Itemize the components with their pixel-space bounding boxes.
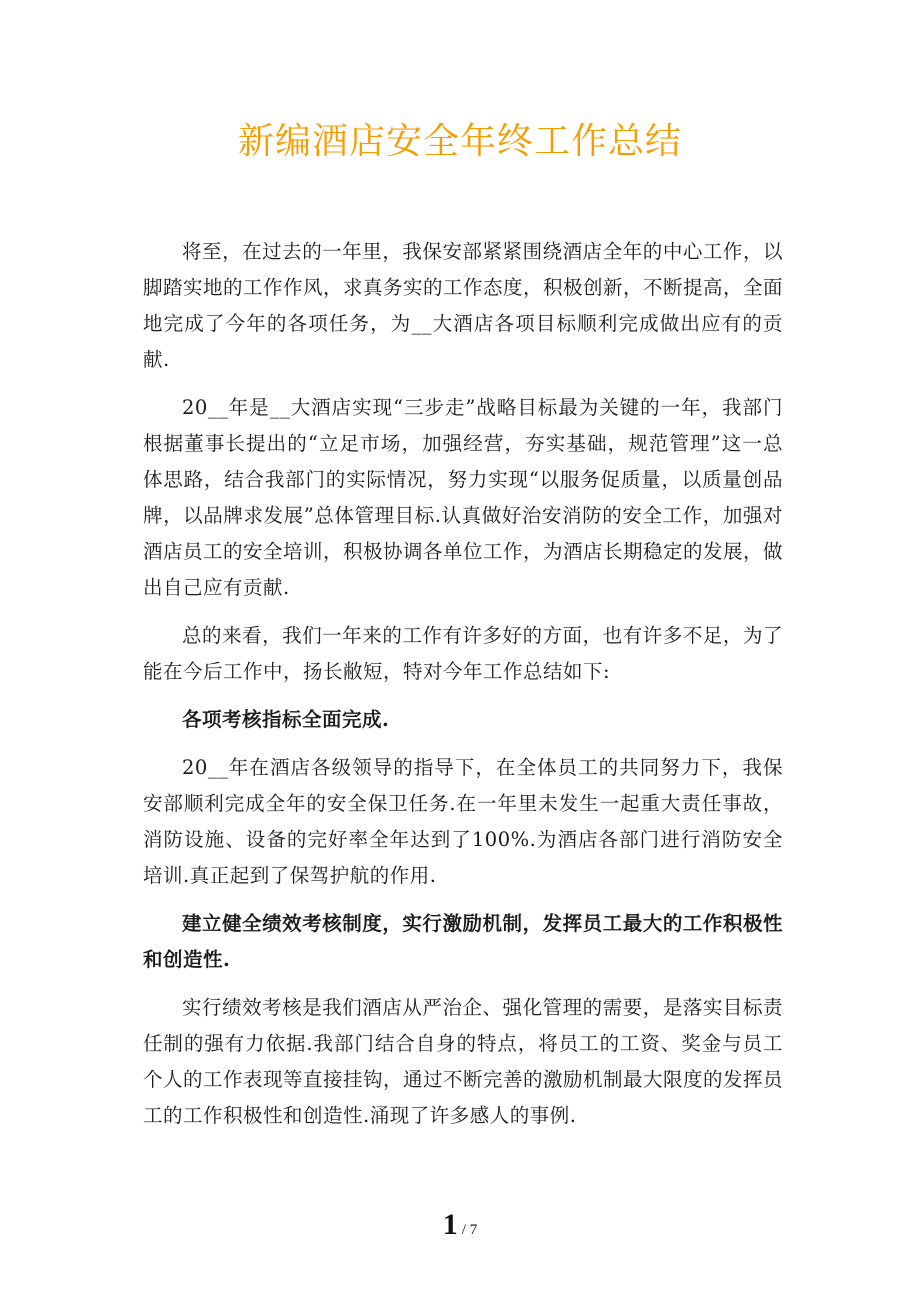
paragraph-intro: 将至，在过去的一年里，我保安部紧紧围绕酒店全年的中心工作，以脚踏实地的工作作风，求真务实的工作态度，积极创新，不断提高，全面地完成了今年的各项任务，为__大酒店各项目标顺利完成做出应有的贡献. — [143, 240, 784, 371]
section-heading-performance: 建立健全绩效考核制度，实行激励机制，发挥员工最大的工作积极性和创造性. — [143, 912, 783, 971]
paragraph-overview: 总的来看，我们一年来的工作有许多好的方面，也有许多不足，为了能在今后工作中，扬长敝短，特对今年工作总结如下: — [143, 624, 783, 683]
paragraph-strategy: 20__年是__大酒店实现“三步走”战略目标最为关键的一年，我部门根据董事长提出的“立足市场，加强经营，夯实基础，规范管理”这一总体思路，结合我部门的实际情况，努力实现“以服务促质量，以质量创品牌，以品牌求发展”总体管理目标.认真做好治安消防的安全工作，加强对酒店员工的安全培训，积极协调各单位工作，为酒店长期稳定的发展，做出自己应有贡献. — [143, 396, 784, 599]
section-heading-indicators: 各项考核指标全面完成. — [182, 708, 390, 731]
paragraph-performance: 实行绩效考核是我们酒店从严治企、强化管理的需要，是落实目标责任制的强有力依据.我部门结合自身的特点，将员工的工资、奖金与员工个人的工作表现等直接挂钩，通过不断完善的激励机制最大限度的发挥员工的工作积极性和创造性.涌现了许多感人的事例. — [143, 996, 784, 1127]
page-footer — [0, 1208, 920, 1242]
document-title: 新编酒店安全年终工作总结 — [237, 121, 682, 162]
page-total: / 7 — [461, 1222, 478, 1238]
paragraph-indicators: 20__年在酒店各级领导的指导下，在全体员工的共同努力下，我保安部顺利完成全年的安全保卫任务.在一年里未发生一起重大责任事故，消防设施、设备的完好率全年达到了100%.为酒店各部门进行消防安全培训.真正起到了保驾护航的作用. — [143, 756, 783, 887]
page-number: 1 — [442, 1208, 458, 1241]
document-body — [143, 234, 783, 1146]
